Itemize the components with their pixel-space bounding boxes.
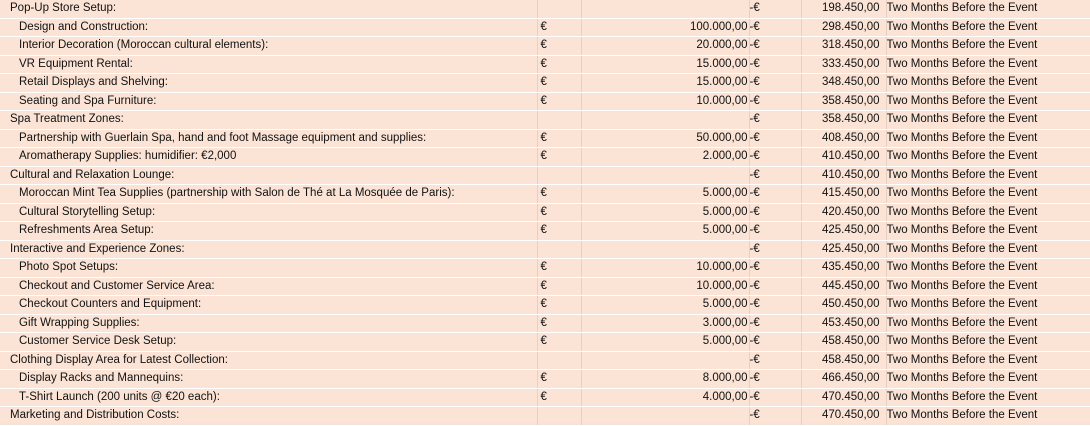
neg-currency-cell[interactable]: -€ xyxy=(749,333,801,352)
currency-symbol-cell[interactable]: € xyxy=(537,277,581,296)
neg-currency-cell[interactable]: -€ xyxy=(749,388,801,407)
row-label-cell[interactable]: Gift Wrapping Supplies: xyxy=(0,314,537,333)
currency-symbol-cell[interactable]: € xyxy=(537,259,581,278)
currency-symbol-cell[interactable]: € xyxy=(537,296,581,315)
row-label-cell[interactable]: Spa Treatment Zones: xyxy=(0,111,537,130)
cumulative-total-cell[interactable]: 453.450,00 xyxy=(801,314,886,333)
timing-cell[interactable]: Two Months Before the Event xyxy=(886,37,1090,56)
neg-currency-cell[interactable]: -€ xyxy=(749,55,801,74)
row-label-cell[interactable]: Marketing and Distribution Costs: xyxy=(0,407,537,426)
cumulative-total-cell[interactable]: 466.450,00 xyxy=(801,370,886,389)
table-row xyxy=(0,129,1090,148)
currency-symbol-cell[interactable] xyxy=(537,240,581,259)
row-label-cell[interactable]: Clothing Display Area for Latest Collection: xyxy=(0,351,537,370)
cumulative-total-cell[interactable]: 333.450,00 xyxy=(801,55,886,74)
row-label-cell[interactable]: Cultural and Relaxation Lounge: xyxy=(0,166,537,185)
amount-cell[interactable]: 10.000,00 xyxy=(581,92,749,111)
cumulative-total-cell[interactable]: 198.450,00 xyxy=(801,0,886,18)
neg-currency-cell[interactable]: -€ xyxy=(749,0,801,18)
table-row xyxy=(0,203,1090,222)
currency-symbol-cell[interactable]: € xyxy=(537,185,581,204)
timing-cell[interactable]: Two Months Before the Event xyxy=(886,18,1090,37)
neg-currency-cell[interactable]: -€ xyxy=(749,296,801,315)
table-row xyxy=(0,333,1090,352)
cumulative-total-cell[interactable]: 445.450,00 xyxy=(801,277,886,296)
cumulative-total-cell[interactable]: 425.450,00 xyxy=(801,240,886,259)
neg-currency-cell[interactable]: -€ xyxy=(749,203,801,222)
table-row xyxy=(0,18,1090,37)
timing-cell[interactable]: Two Months Before the Event xyxy=(886,222,1090,241)
timing-cell[interactable]: Two Months Before the Event xyxy=(886,129,1090,148)
currency-symbol-cell[interactable] xyxy=(537,0,581,18)
neg-currency-cell[interactable]: -€ xyxy=(749,185,801,204)
timing-cell[interactable]: Two Months Before the Event xyxy=(886,240,1090,259)
cumulative-total-cell[interactable]: 298.450,00 xyxy=(801,18,886,37)
row-label-cell[interactable]: Photo Spot Setups: xyxy=(0,259,537,278)
cumulative-total-cell[interactable]: 410.450,00 xyxy=(801,148,886,167)
timing-cell[interactable]: Two Months Before the Event xyxy=(886,314,1090,333)
neg-currency-cell[interactable]: -€ xyxy=(749,407,801,426)
neg-currency-cell[interactable]: -€ xyxy=(749,351,801,370)
amount-cell[interactable]: 5.000,00 xyxy=(581,203,749,222)
currency-symbol-cell[interactable] xyxy=(537,351,581,370)
table-row xyxy=(0,351,1090,370)
timing-cell[interactable]: Two Months Before the Event xyxy=(886,259,1090,278)
currency-symbol-cell[interactable]: € xyxy=(537,388,581,407)
row-label-cell[interactable]: Cultural Storytelling Setup: xyxy=(0,203,537,222)
amount-cell[interactable]: 3.000,00 xyxy=(581,314,749,333)
cumulative-total-cell[interactable]: 470.450,00 xyxy=(801,388,886,407)
neg-currency-cell[interactable]: -€ xyxy=(749,259,801,278)
currency-symbol-cell[interactable]: € xyxy=(537,222,581,241)
neg-currency-cell[interactable]: -€ xyxy=(749,129,801,148)
table-row xyxy=(0,240,1090,259)
amount-cell[interactable]: 5.000,00 xyxy=(581,333,749,352)
row-label-cell[interactable]: Seating and Spa Furniture: xyxy=(0,92,537,111)
timing-cell[interactable]: Two Months Before the Event xyxy=(886,166,1090,185)
amount-cell[interactable] xyxy=(581,166,749,185)
neg-currency-cell[interactable]: -€ xyxy=(749,222,801,241)
row-label-cell[interactable]: Aromatherapy Supplies: humidifier: €2,000 xyxy=(0,148,537,167)
row-label-cell[interactable]: T-Shirt Launch (200 units @ €20 each): xyxy=(0,388,537,407)
cumulative-total-cell[interactable]: 408.450,00 xyxy=(801,129,886,148)
timing-cell[interactable]: Two Months Before the Event xyxy=(886,111,1090,130)
table-row xyxy=(0,407,1090,426)
row-label-cell[interactable]: Checkout Counters and Equipment: xyxy=(0,296,537,315)
timing-cell[interactable]: Two Months Before the Event xyxy=(886,388,1090,407)
cumulative-total-cell[interactable]: 318.450,00 xyxy=(801,37,886,56)
currency-symbol-cell[interactable]: € xyxy=(537,370,581,389)
currency-symbol-cell[interactable]: € xyxy=(537,37,581,56)
table-row xyxy=(0,111,1090,130)
timing-cell[interactable]: Two Months Before the Event xyxy=(886,0,1090,18)
amount-cell[interactable] xyxy=(581,111,749,130)
amount-cell[interactable]: 2.000,00 xyxy=(581,148,749,167)
amount-cell[interactable]: 8.000,00 xyxy=(581,370,749,389)
timing-cell[interactable]: Two Months Before the Event xyxy=(886,148,1090,167)
table-row xyxy=(0,277,1090,296)
table-row xyxy=(0,222,1090,241)
row-label-cell[interactable]: Checkout and Customer Service Area: xyxy=(0,277,537,296)
neg-currency-cell[interactable]: -€ xyxy=(749,370,801,389)
currency-symbol-cell[interactable]: € xyxy=(537,203,581,222)
amount-cell[interactable] xyxy=(581,0,749,18)
cumulative-total-cell[interactable]: 450.450,00 xyxy=(801,296,886,315)
row-label-cell[interactable]: VR Equipment Rental: xyxy=(0,55,537,74)
row-label-cell[interactable]: Retail Displays and Shelving: xyxy=(0,74,537,93)
amount-cell[interactable]: 10.000,00 xyxy=(581,277,749,296)
currency-symbol-cell[interactable] xyxy=(537,166,581,185)
neg-currency-cell[interactable]: -€ xyxy=(749,148,801,167)
neg-currency-cell[interactable]: -€ xyxy=(749,37,801,56)
timing-cell[interactable]: Two Months Before the Event xyxy=(886,351,1090,370)
amount-cell[interactable] xyxy=(581,351,749,370)
cumulative-total-cell[interactable]: 348.450,00 xyxy=(801,74,886,93)
currency-symbol-cell[interactable] xyxy=(537,111,581,130)
amount-cell[interactable]: 50.000,00 xyxy=(581,129,749,148)
timing-cell[interactable]: Two Months Before the Event xyxy=(886,74,1090,93)
currency-symbol-cell[interactable]: € xyxy=(537,333,581,352)
currency-symbol-cell[interactable]: € xyxy=(537,92,581,111)
amount-cell[interactable]: 15.000,00 xyxy=(581,55,749,74)
currency-symbol-cell[interactable]: € xyxy=(537,129,581,148)
amount-cell[interactable]: 100.000,00 xyxy=(581,18,749,37)
row-label-cell[interactable]: Partnership with Guerlain Spa, hand and foot Massage equipment and supplies: xyxy=(0,129,537,148)
timing-cell[interactable]: Two Months Before the Event xyxy=(886,333,1090,352)
row-label-cell[interactable]: Customer Service Desk Setup: xyxy=(0,333,537,352)
timing-cell[interactable]: Two Months Before the Event xyxy=(886,277,1090,296)
row-label-cell[interactable]: Display Racks and Mannequins: xyxy=(0,370,537,389)
currency-symbol-cell[interactable]: € xyxy=(537,55,581,74)
timing-cell[interactable]: Two Months Before the Event xyxy=(886,92,1090,111)
timing-cell[interactable]: Two Months Before the Event xyxy=(886,370,1090,389)
neg-currency-cell[interactable]: -€ xyxy=(749,18,801,37)
neg-currency-cell[interactable]: -€ xyxy=(749,74,801,93)
currency-symbol-cell[interactable]: € xyxy=(537,74,581,93)
neg-currency-cell[interactable]: -€ xyxy=(749,111,801,130)
timing-cell[interactable]: Two Months Before the Event xyxy=(886,185,1090,204)
table-row xyxy=(0,74,1090,93)
cumulative-total-cell[interactable]: 358.450,00 xyxy=(801,111,886,130)
table-row xyxy=(0,296,1090,315)
neg-currency-cell[interactable]: -€ xyxy=(749,314,801,333)
table-row xyxy=(0,148,1090,167)
amount-cell[interactable]: 4.000,00 xyxy=(581,388,749,407)
cumulative-total-cell[interactable]: 435.450,00 xyxy=(801,259,886,278)
amount-cell[interactable]: 5.000,00 xyxy=(581,296,749,315)
cumulative-total-cell[interactable]: 420.450,00 xyxy=(801,203,886,222)
timing-cell[interactable]: Two Months Before the Event xyxy=(886,203,1090,222)
row-label-cell[interactable]: Interactive and Experience Zones: xyxy=(0,240,537,259)
neg-currency-cell[interactable]: -€ xyxy=(749,166,801,185)
table-row xyxy=(0,314,1090,333)
cumulative-total-cell[interactable]: 458.450,00 xyxy=(801,333,886,352)
row-label-cell[interactable]: Design and Construction: xyxy=(0,18,537,37)
amount-cell[interactable]: 5.000,00 xyxy=(581,222,749,241)
table-row xyxy=(0,388,1090,407)
neg-currency-cell[interactable]: -€ xyxy=(749,277,801,296)
row-label-cell[interactable]: Refreshments Area Setup: xyxy=(0,222,537,241)
currency-symbol-cell[interactable] xyxy=(537,407,581,426)
timing-cell[interactable]: Two Months Before the Event xyxy=(886,407,1090,426)
table-row xyxy=(0,259,1090,278)
amount-cell[interactable]: 5.000,00 xyxy=(581,185,749,204)
currency-symbol-cell[interactable]: € xyxy=(537,148,581,167)
table-row xyxy=(0,92,1090,111)
amount-cell[interactable] xyxy=(581,240,749,259)
table-row xyxy=(0,185,1090,204)
cumulative-total-cell[interactable]: 410.450,00 xyxy=(801,166,886,185)
neg-currency-cell[interactable]: -€ xyxy=(749,92,801,111)
table-row xyxy=(0,37,1090,56)
amount-cell[interactable]: 15.000,00 xyxy=(581,74,749,93)
table-row xyxy=(0,55,1090,74)
currency-symbol-cell[interactable]: € xyxy=(537,18,581,37)
cumulative-total-cell[interactable]: 470.450,00 xyxy=(801,407,886,426)
timing-cell[interactable]: Two Months Before the Event xyxy=(886,296,1090,315)
timing-cell[interactable]: Two Months Before the Event xyxy=(886,55,1090,74)
cumulative-total-cell[interactable]: 458.450,00 xyxy=(801,351,886,370)
table-row xyxy=(0,0,1090,18)
currency-symbol-cell[interactable]: € xyxy=(537,314,581,333)
cumulative-total-cell[interactable]: 358.450,00 xyxy=(801,92,886,111)
row-label-cell[interactable]: Interior Decoration (Moroccan cultural elements): xyxy=(0,37,537,56)
amount-cell[interactable]: 20.000,00 xyxy=(581,37,749,56)
row-label-cell[interactable]: Moroccan Mint Tea Supplies (partnership with Salon de Thé at La Mosquée de Paris): xyxy=(0,185,537,204)
cumulative-total-cell[interactable]: 415.450,00 xyxy=(801,185,886,204)
amount-cell[interactable]: 10.000,00 xyxy=(581,259,749,278)
row-label-cell[interactable]: Pop-Up Store Setup: xyxy=(0,0,537,18)
amount-cell[interactable] xyxy=(581,407,749,426)
neg-currency-cell[interactable]: -€ xyxy=(749,240,801,259)
table-row xyxy=(0,370,1090,389)
table-row xyxy=(0,166,1090,185)
cumulative-total-cell[interactable]: 425.450,00 xyxy=(801,222,886,241)
